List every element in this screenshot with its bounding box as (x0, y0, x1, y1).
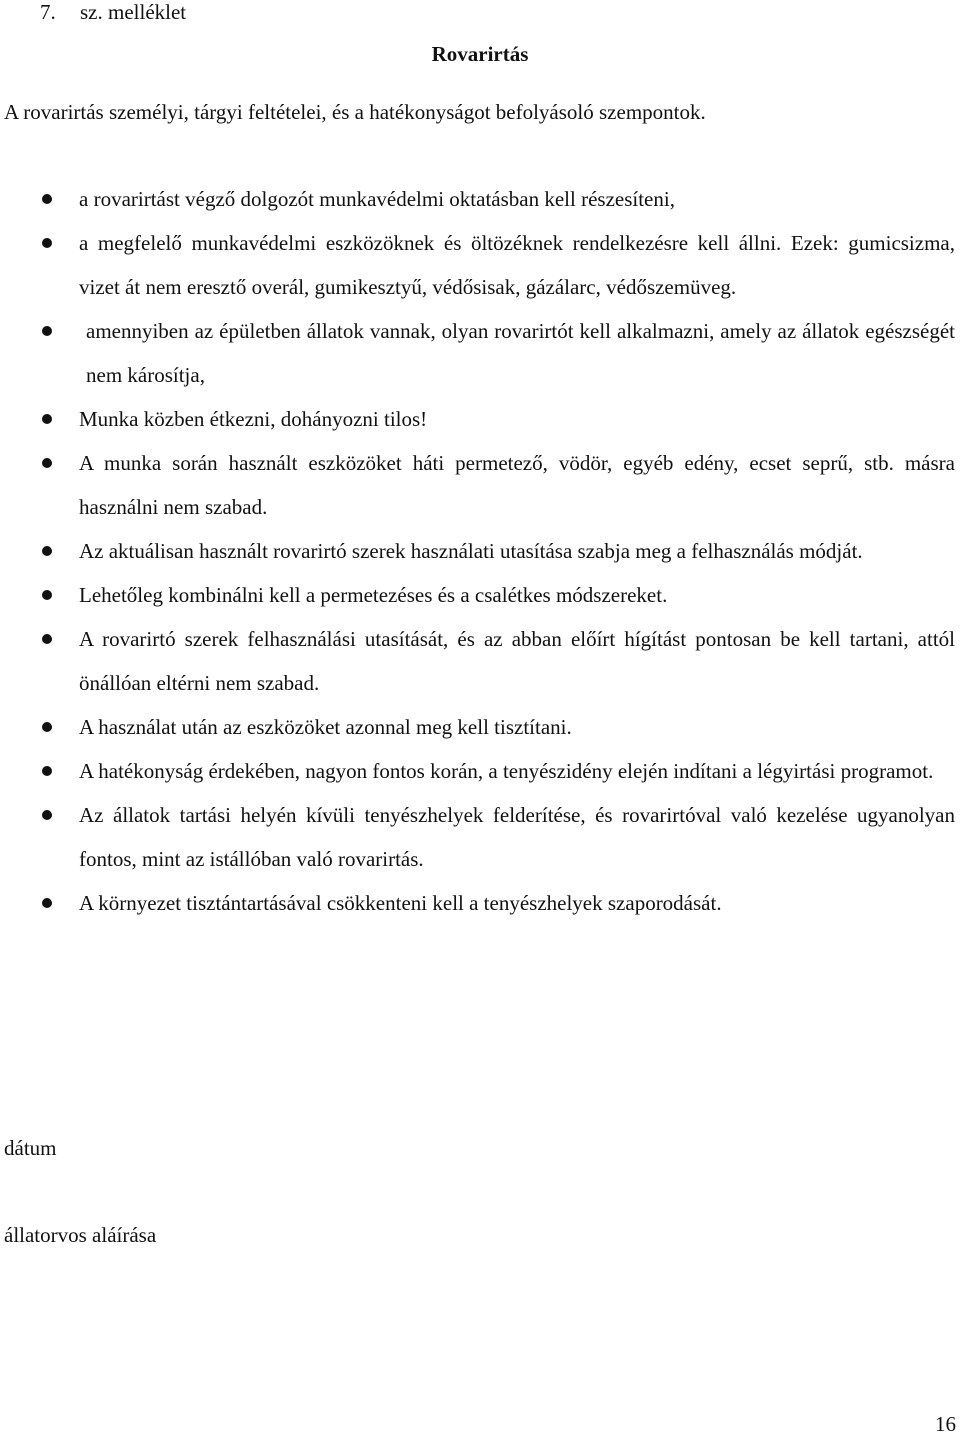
bullet-icon (42, 546, 52, 556)
requirements-list (0, 177, 960, 925)
list-item (0, 749, 960, 793)
intro-text: A rovarirtás személyi, tárgyi feltételei, és a hatékonyságot befolyásoló szempontok. (4, 100, 706, 124)
bullet-icon (42, 590, 52, 600)
list-item-text: A környezet tisztántartásával csökkenteni kell a tenyészhelyek szaporodását. (79, 891, 722, 915)
bullet-icon (42, 634, 52, 644)
signature-label: állatorvos aláírása (4, 1223, 157, 1247)
bullet-icon (42, 810, 52, 820)
bullet-icon (42, 414, 52, 424)
bullet-icon (42, 722, 52, 732)
list-item (0, 529, 960, 573)
page-title: Rovarirtás (431, 42, 529, 66)
list-item (0, 881, 960, 925)
list-item-text: A használat után az eszközöket azonnal meg kell tisztítani. (79, 715, 572, 739)
annex-heading (40, 0, 186, 34)
list-item (0, 705, 960, 749)
list-item (0, 221, 960, 309)
list-item-text: Munka közben étkezni, dohányozni tilos! (79, 407, 428, 431)
bullet-icon (42, 326, 52, 336)
list-item (0, 573, 960, 617)
list-item (0, 441, 960, 529)
page-number: 16 (935, 1412, 956, 1436)
list-item-text: a megfelelő munkavédelmi eszközöknek és öltözéknek rendelkezésre kell állni. Ezek: gumicsizma, vizet át nem eresztő overál, gumikesztyű, védősisak, gázálarc, védőszemüveg. (79, 231, 955, 299)
list-item-text: A hatékonyság érdekében, nagyon fontos korán, a tenyészidény elején indítani a légyirtási programot. (79, 759, 934, 783)
annex-label: sz. melléklet (80, 0, 187, 24)
list-item-text: a rovarirtást végző dolgozót munkavédelmi oktatásban kell részesíteni, (79, 187, 675, 211)
bullet-icon (42, 766, 52, 776)
list-item-text: amennyiben az épületben állatok vannak, olyan rovarirtót kell alkalmazni, amely az állatok egészségét nem károsítja, (86, 319, 955, 387)
list-item (0, 397, 960, 441)
list-item-text: Lehetőleg kombinálni kell a permetezéses és a csalétkes módszereket. (79, 583, 668, 607)
bullet-icon (42, 458, 52, 468)
date-label: dátum (4, 1136, 57, 1160)
list-item-text: Az állatok tartási helyén kívüli tenyészhelyek felderítése, és rovarirtóval való kezelése ugyanolyan fontos, mint az istállóban való rovarirtás. (79, 803, 955, 871)
list-item (0, 793, 960, 881)
list-item (0, 309, 960, 397)
list-item-text: Az aktuálisan használt rovarirtó szerek használati utasítása szabja meg a felhasználás módját. (79, 539, 863, 563)
list-item (0, 617, 960, 705)
annex-number: 7. (40, 0, 56, 24)
list-item-text: A rovarirtó szerek felhasználási utasítását, és az abban előírt hígítást pontosan be kell tartani, attól önállóan eltérni nem szabad. (79, 627, 955, 695)
list-item (0, 177, 960, 221)
bullet-icon (42, 238, 52, 248)
bullet-icon (42, 194, 52, 204)
bullet-icon (42, 898, 52, 908)
list-item-text: A munka során használt eszközöket háti permetező, vödör, egyéb edény, ecset seprű, stb. másra használni nem szabad. (79, 451, 955, 519)
